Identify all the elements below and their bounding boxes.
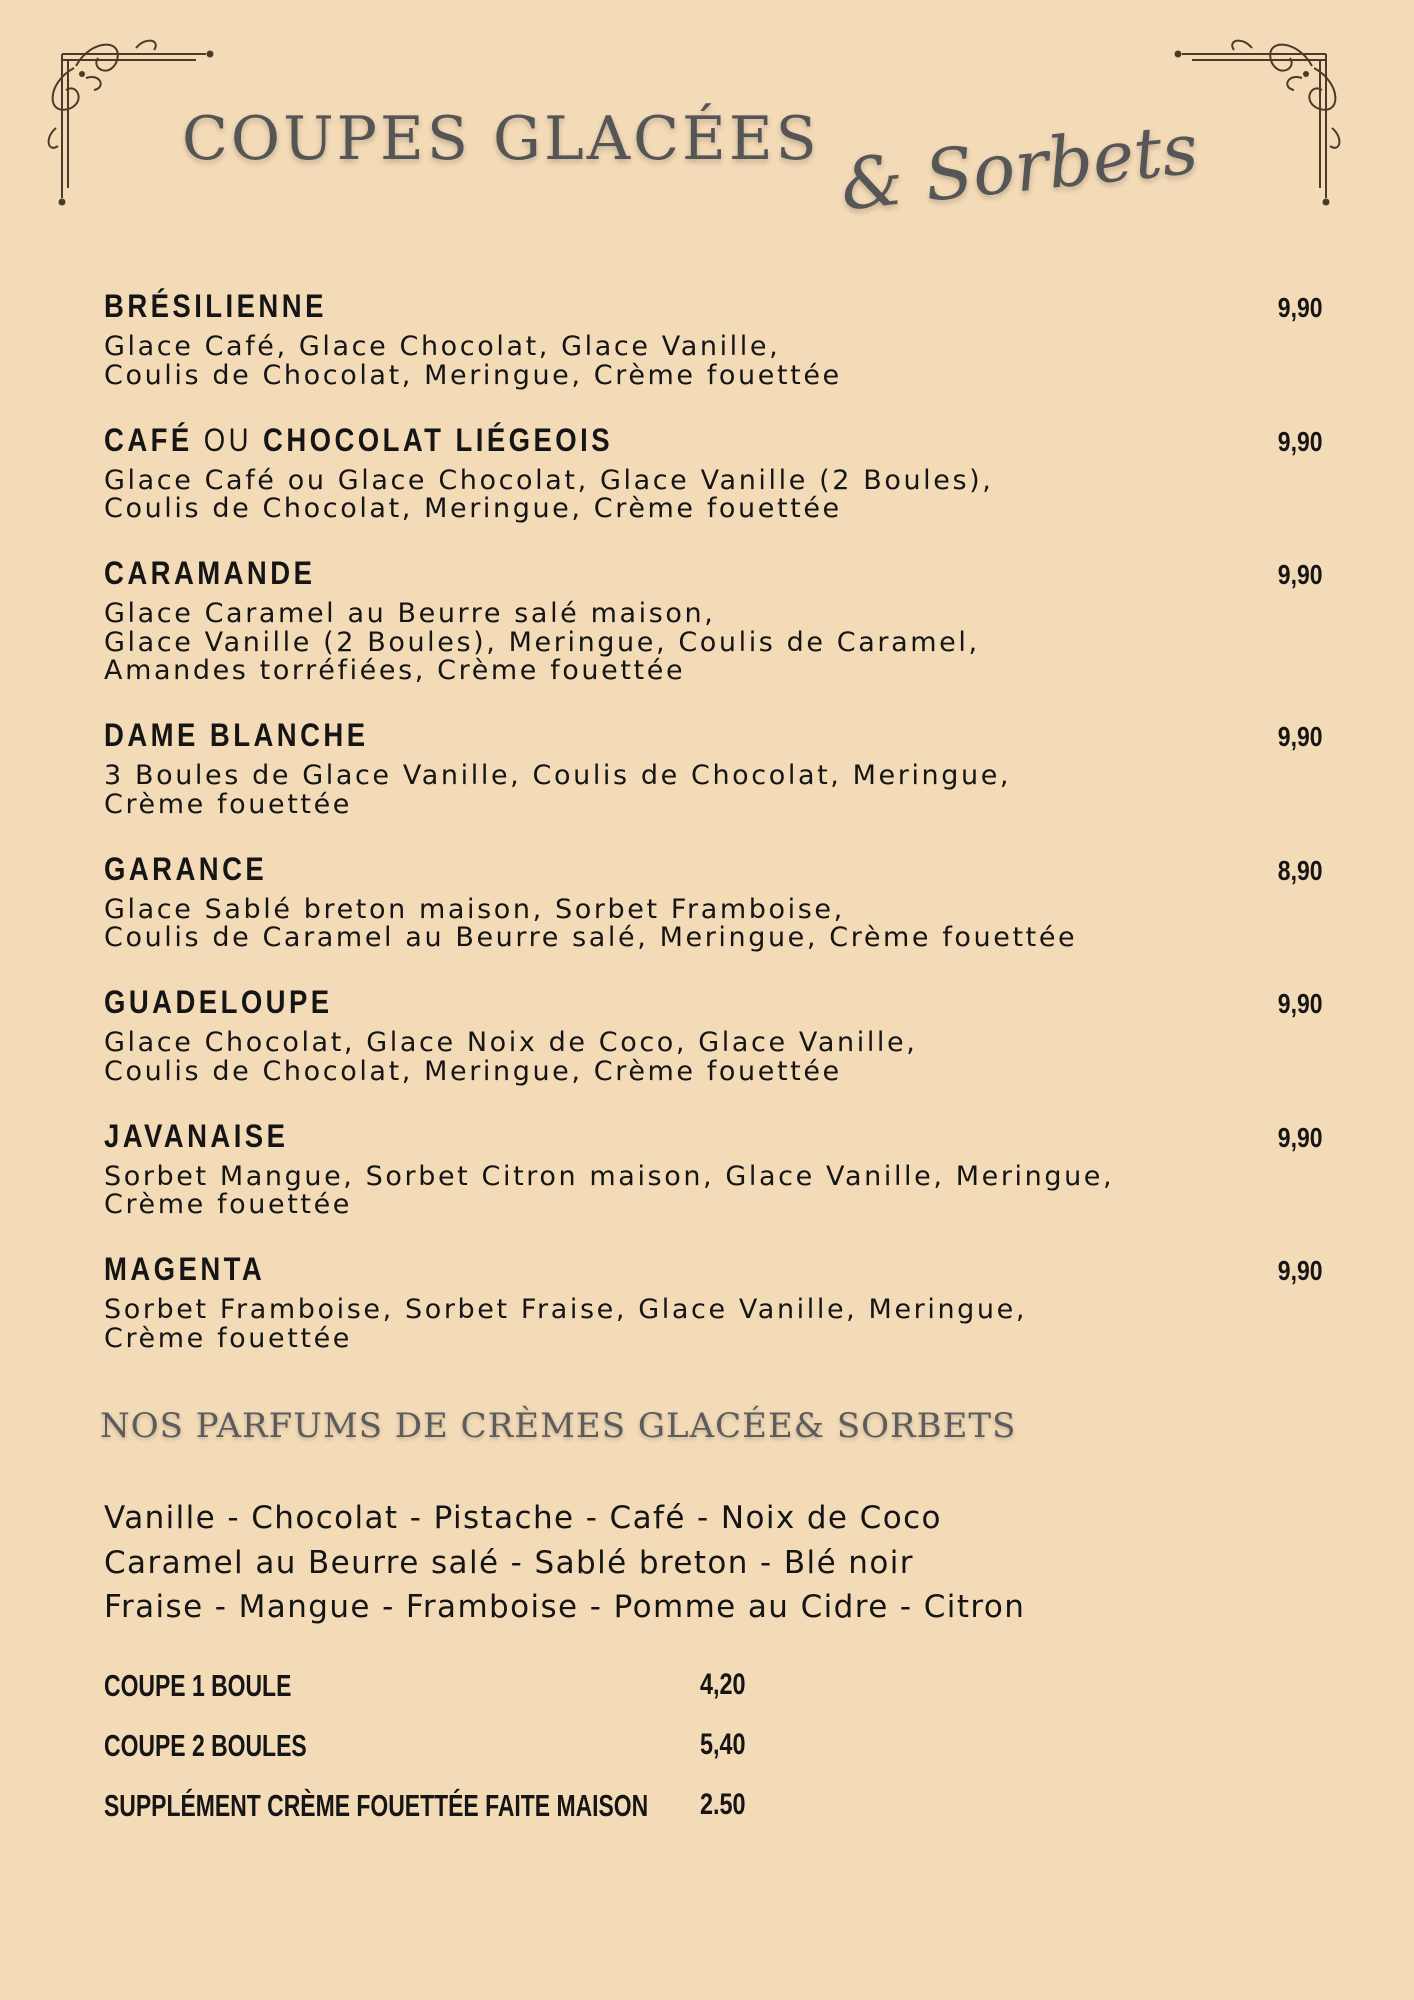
- item-description: Glace Café ou Glace Chocolat, Glace Vanille (2 Boules), Coulis de Chocolat, Meringue, Crème fouettée: [104, 464, 994, 524]
- menu-list: [104, 288, 1322, 1385]
- price-value: 4,20: [700, 1668, 746, 1701]
- item-description: 3 Boules de Glace Vanille, Coulis de Chocolat, Meringue, Crème fouettée: [104, 760, 1012, 820]
- item-price: 8,90: [1277, 854, 1322, 886]
- price-row: [104, 1728, 804, 1788]
- item-description: Glace Sablé breton maison, Sorbet Framboise, Coulis de Caramel au Beurre salé, Meringue, Crème fouettée: [104, 893, 1078, 953]
- item-description: Glace Chocolat, Glace Noix de Coco, Glace Vanille, Coulis de Chocolat, Meringue, Crème fouettée: [104, 1027, 918, 1087]
- price-list: [104, 1668, 804, 1848]
- price-label: SUPPLÉMENT CRÈME FOUETTÉE FAITE MAISON: [104, 1788, 649, 1823]
- item-name: DAME BLANCHE: [104, 717, 369, 753]
- item-name: GUADELOUPE: [104, 984, 333, 1020]
- price-value: 2.50: [700, 1788, 746, 1821]
- item-name: GARANCE: [104, 850, 268, 887]
- item-name: BRÉSILIENNE: [104, 288, 327, 324]
- flavor-line: Caramel au Beurre salé - Sablé breton - Blé noir: [104, 1544, 914, 1581]
- menu-item: [104, 717, 1322, 851]
- flavor-line: Vanille - Chocolat - Pistache - Café - Noix de Coco: [104, 1500, 942, 1536]
- item-name-part: CAFÉ: [104, 421, 193, 458]
- menu-item: [104, 421, 1322, 556]
- price-label: COUPE 2 BOULES: [104, 1728, 307, 1763]
- menu-item: [104, 984, 1322, 1118]
- menu-item: [104, 850, 1322, 985]
- menu-item: [104, 1251, 1322, 1385]
- menu-item: [104, 555, 1322, 717]
- item-price: 9,90: [1277, 721, 1322, 752]
- price-row: [104, 1668, 804, 1728]
- price-value: 5,40: [700, 1728, 746, 1761]
- item-description: Glace Caramel au Beurre salé maison, Glace Vanille (2 Boules), Meringue, Coulis de Caramel, Amandes torréfiées, Crème fouettée: [104, 598, 980, 686]
- item-description: Sorbet Mangue, Sorbet Citron maison, Glace Vanille, Meringue, Crème fouettée: [104, 1160, 1115, 1220]
- price-label: COUPE 1 BOULE: [104, 1668, 292, 1703]
- page-title: COUPES GLACÉES: [182, 104, 820, 174]
- flavor-line: Fraise - Mangue - Framboise - Pomme au Cidre - Citron: [104, 1589, 1026, 1625]
- item-price: 9,90: [1277, 292, 1322, 323]
- flavors-heading: NOS PARFUMS DE CRÈMES GLACÉE& SORBETS: [100, 1406, 1017, 1446]
- item-name-part: OU: [203, 421, 252, 458]
- item-name: MAGENTA: [104, 1251, 266, 1287]
- item-name: CARAMANDE: [104, 555, 316, 591]
- menu-item: [104, 288, 1322, 422]
- item-price: 9,90: [1277, 1255, 1322, 1286]
- page-subtitle-script: & Sorbets: [836, 107, 1202, 227]
- item-name: [104, 422, 613, 459]
- menu-item: [104, 1117, 1322, 1252]
- item-price: 9,90: [1277, 559, 1322, 590]
- item-price: 9,90: [1277, 1121, 1322, 1153]
- item-price: 9,90: [1277, 988, 1322, 1019]
- item-description: Sorbet Framboise, Sorbet Fraise, Glace Vanille, Meringue, Crème fouettée: [104, 1294, 1028, 1354]
- price-row: [104, 1788, 804, 1848]
- flavors-list: [104, 1496, 1025, 1630]
- item-name-part: CHOCOLAT LIÉGEOIS: [263, 421, 613, 458]
- item-price: 9,90: [1277, 425, 1322, 457]
- item-description: Glace Café, Glace Chocolat, Glace Vanille, Coulis de Chocolat, Meringue, Crème fouettée: [104, 331, 842, 391]
- item-name: JAVANAISE: [104, 1117, 289, 1154]
